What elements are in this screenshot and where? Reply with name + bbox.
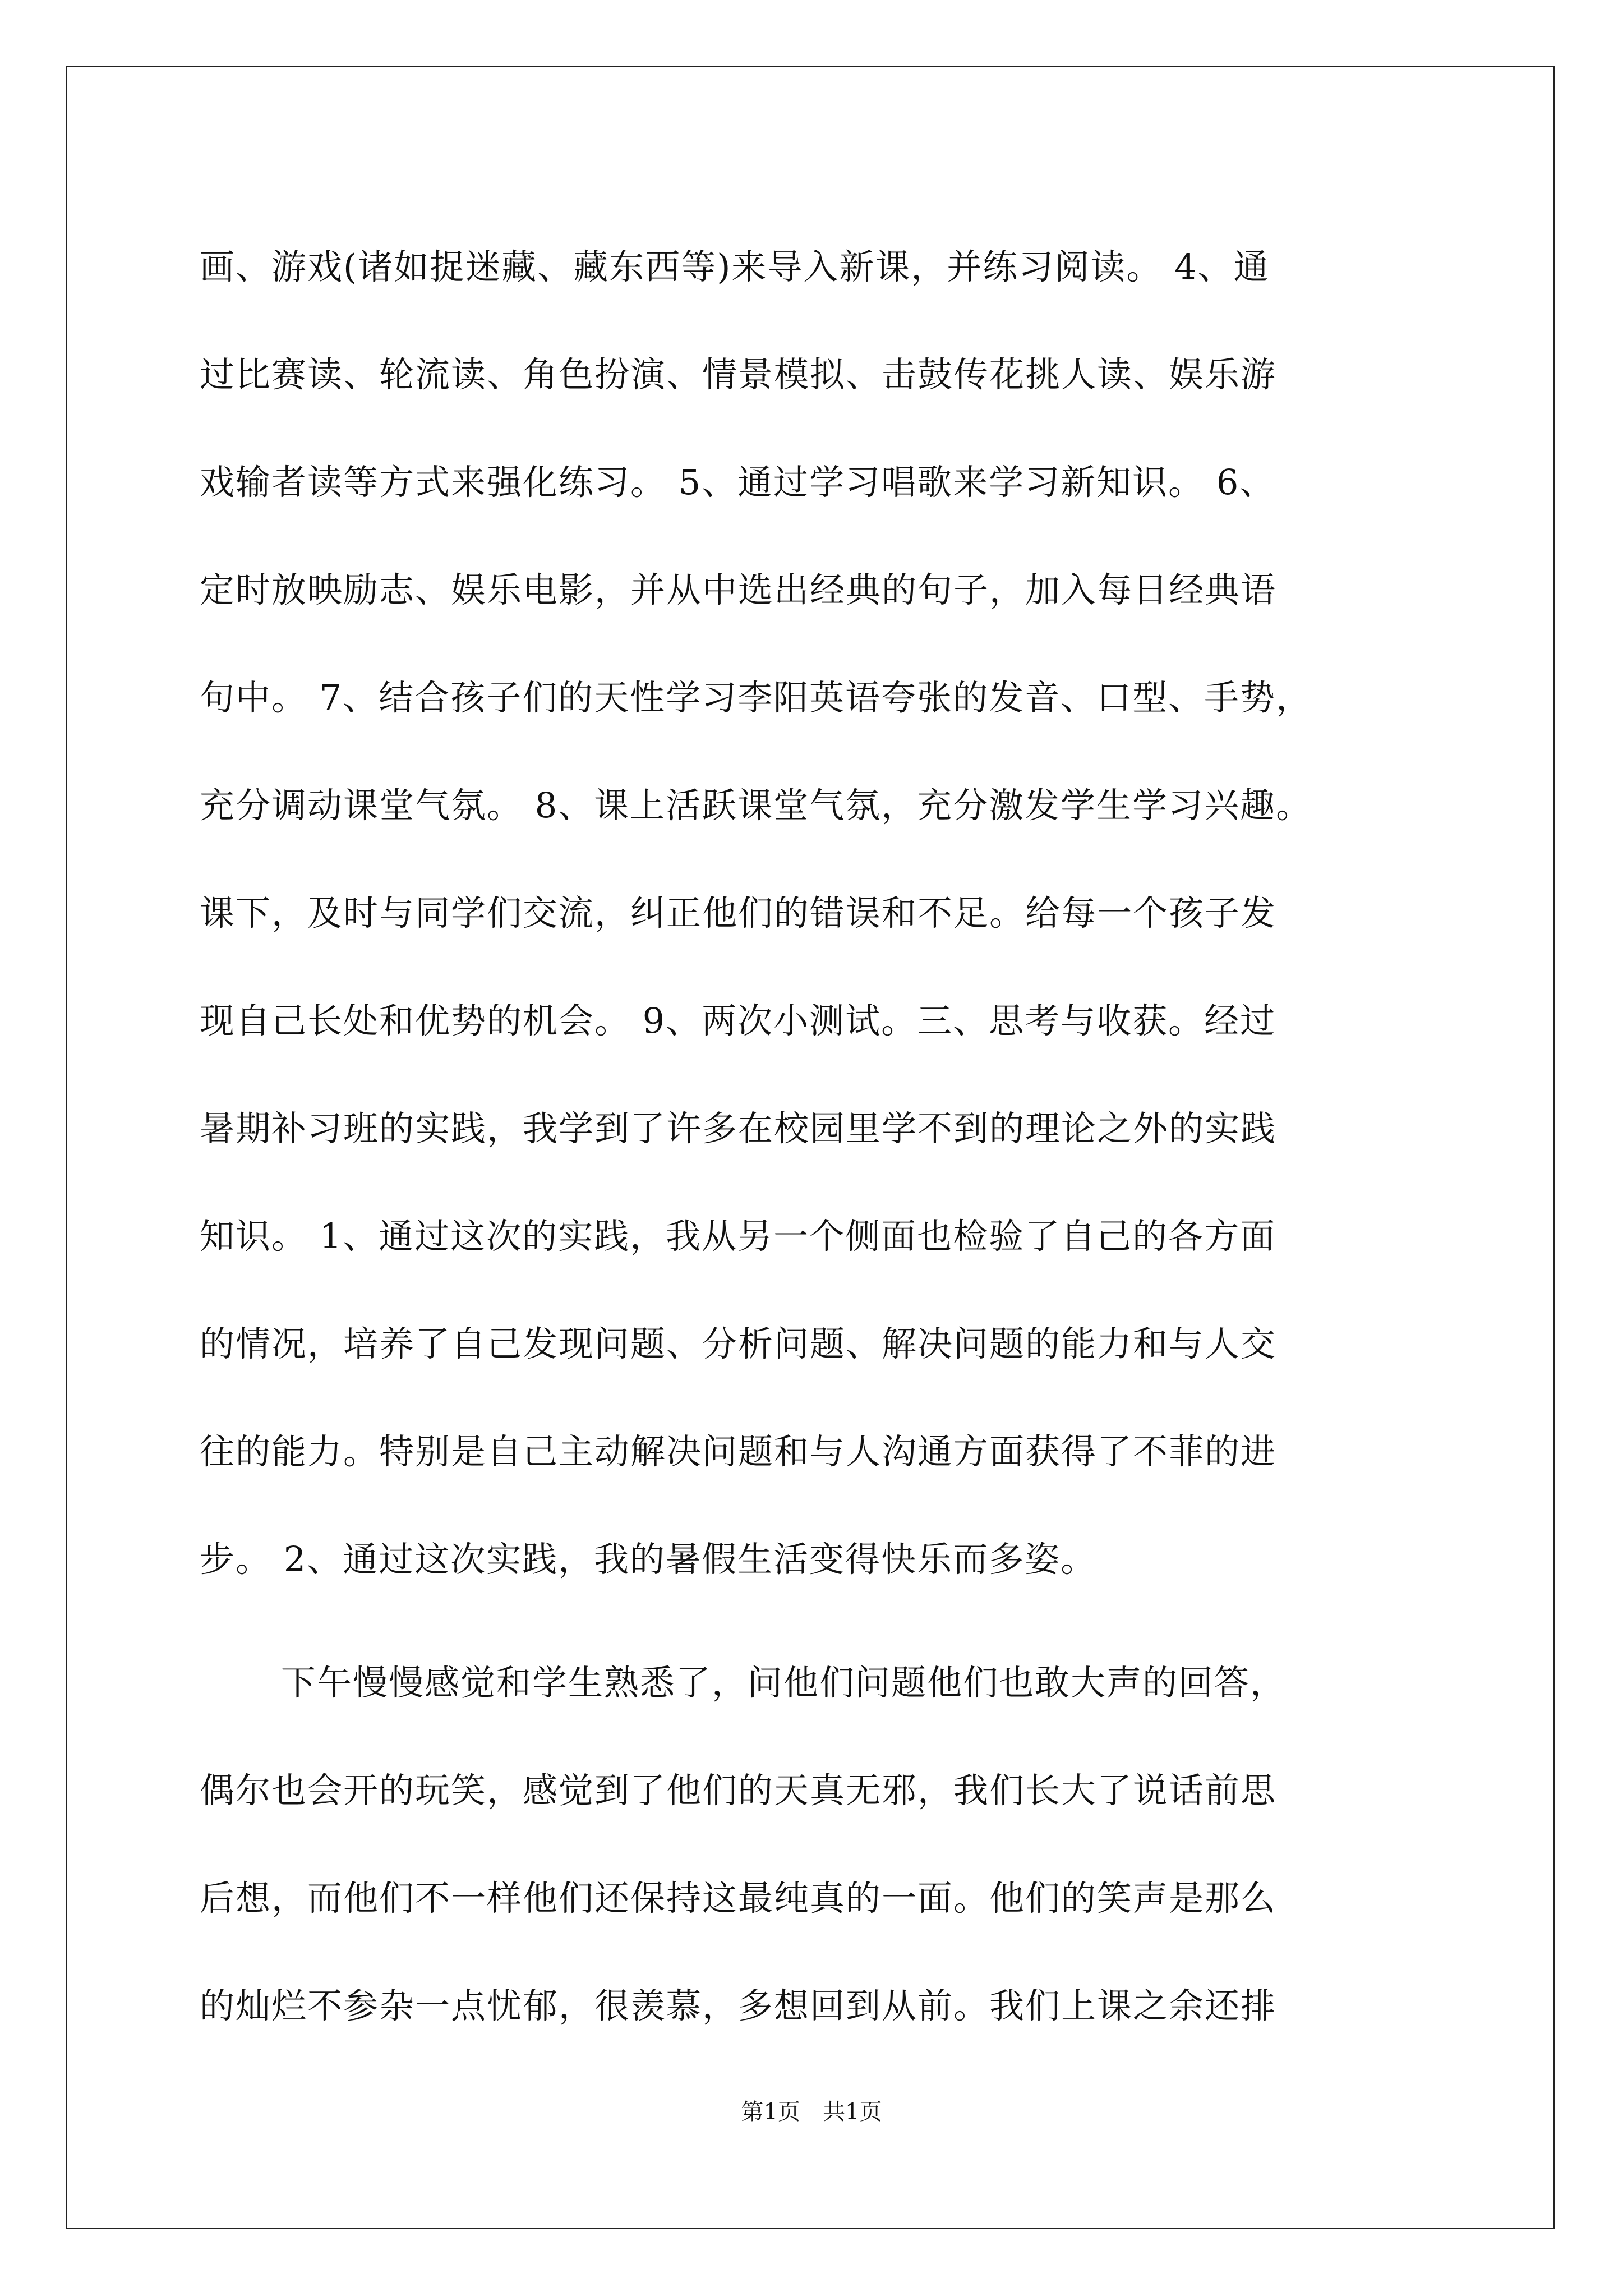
text-line: 下午慢慢感觉和学生熟悉了，问他们问题他们也敢大声的回答， [281,1662,1287,1703]
text-line: 课下，及时与同学们交流，纠正他们的错误和不足。给每一个孩子发 [200,892,1277,933]
paragraph-gap [200,1613,1433,1629]
text-line: 画、游戏(诸如捉迷藏、藏东西等)来导入新课，并练习阅读。 4、通 [200,246,1270,287]
text-line: 句中。 7、结合孩子们的天性学习李阳英语夸张的发音、口型、手势， [200,677,1312,718]
paragraph-2 [200,1629,1433,2060]
text-line: 过比赛读、轮流读、角色扮演、情景模拟、击鼓传花挑人读、娱乐游 [200,354,1277,395]
text-line: 暑期补习班的实践，我学到了许多在校园里学不到的理论之外的实践 [200,1108,1277,1149]
paragraph-1 [200,213,1433,1613]
text-line: 充分调动课堂气氛。 8、课上活跃课堂气氛，充分激发学生学习兴趣。 [200,785,1312,826]
text-line: 现自己长处和优势的机会。 9、两次小测试。三、思考与收获。经过 [200,1000,1276,1041]
text-line: 偶尔也会开的玩笑，感觉到了他们的天真无邪，我们长大了说话前思 [200,1770,1277,1811]
text-line: 步。 2、通过这次实践，我的暑假生活变得快乐而多姿。 [200,1539,1097,1580]
page-number-footer: 第1页 共1页 [741,2099,882,2125]
text-line: 的灿烂不参杂一点忧郁，很羡慕，多想回到从前。我们上课之余还排 [200,1985,1277,2026]
text-line: 定时放映励志、娱乐电影，并从中选出经典的句子，加入每日经典语 [200,569,1277,610]
text-line: 往的能力。特别是自己主动解决问题和与人沟通方面获得了不菲的进 [200,1431,1277,1472]
document-body [200,213,1433,2060]
text-line: 知识。 1、通过这次的实践，我从另一个侧面也检验了自己的各方面 [200,1216,1276,1257]
text-line: 戏输者读等方式来强化练习。 5、通过学习唱歌来学习新知识。 6、 [200,462,1276,503]
text-line: 的情况，培养了自己发现问题、分析问题、解决问题的能力和与人交 [200,1323,1277,1364]
text-line: 后想，而他们不一样他们还保持这最纯真的一面。他们的笑声是那么 [200,1878,1277,1918]
